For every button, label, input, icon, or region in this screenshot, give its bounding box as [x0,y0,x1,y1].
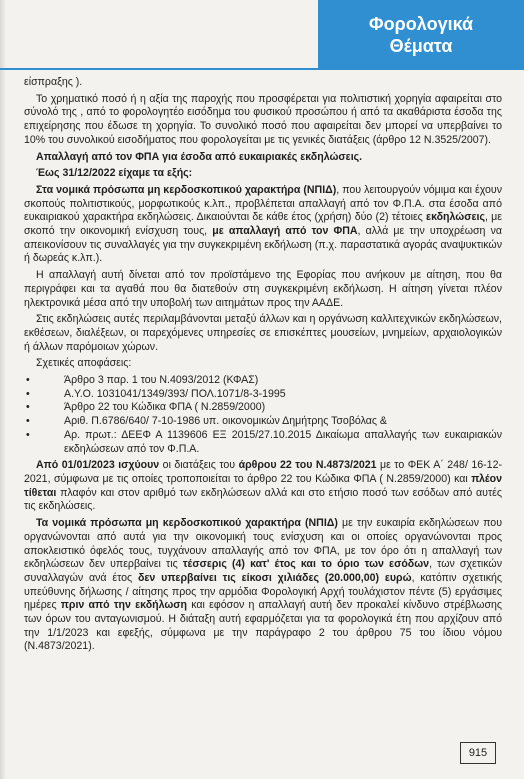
text-span: με το ΦΕΚ Α΄ 248/ 16-12-2021, σύμφωνα με τις οποίες τροποποιείται το άρθρο 22 του Κώδικα ΦΠΑ ( Ν.2859/2000) και [24,459,502,485]
page-body [24,76,502,657]
bullet-icon: • [26,374,30,387]
bold-npid: Στα νομικά πρόσωπα μη κερδοσκοπικού χαρακτήρα (ΝΠΙΔ) [36,183,337,196]
text-span: , με σκοπό την οικονομική ενίσχυση τους, [24,211,503,238]
bold-revenue-limit: δεν υπερβαίνει τις είκοσι χιλιάδες (20.000,00) ευρώ [137,571,412,584]
bold-article-22: άρθρου 22 του Ν.4873/2021 [238,459,377,472]
heading-text: Απαλλαγή από τον ΦΠΑ για έσοδα από ευκαιριακές εκδηλώσεις. [36,150,363,163]
list-item-text: Αρ. πρωτ.: ΔΕΕΦ Α 1139606 ΕΞ 2015/27.10.2015 Δικαίωμα απαλλαγής των ευκαιριακών εκδηλώσεων από τον Φ.Π.Α. [64,428,502,455]
header-rule [0,68,320,70]
page-edge-shadow [0,0,6,779]
text-span: , αλλά με την υποχρέωση να απεικονίσουν τις συναλλαγές για την συγκεκριμένη εκδήλωση (π.χ. παραστατικά αγοράς αναψυκτικών ή δωρεάς κ.λπ.). [24,225,502,265]
paragraph-npid-old-rule [24,184,502,266]
section-title-line1: Φορολογικά [368,14,474,34]
subheading-text: Έως 31/12/2022 είχαμε τα εξής: [36,167,193,180]
text-span: , κατόπιν σχετικής υπεύθυνης δήλωσης / αίτησης προς την αρμόδια Φορολογική Αρχή τουλάχιστον πέντε (5) εργάσιμες ημέρες [24,571,503,612]
bold-events: εκδηλώσεις [426,211,485,224]
subheading-until-2022 [24,167,502,181]
list-item-text: Αριθ. Π.6786/640/ 7-10-1986 υπ. οικονομικών Δημήτρης Τσοβόλας & [64,415,387,428]
bullet-icon: • [26,428,30,441]
list-item [24,415,502,429]
text-span: οι διατάξεις του [159,459,239,472]
list-item [24,388,502,402]
bullet-icon: • [26,401,30,414]
paragraph-npid-new-rule [24,517,502,654]
bullet-icon: • [26,387,30,400]
paragraph-application: Η απαλλαγή αυτή δίνεται από τον προϊστάμενο της Εφορίας που ανήκουν με αίτηση, που θα περιγράφει και τα αγαθά που θα διατεθούν στη συγκεκριμένη εκδήλωση. Η αίτηση γίνεται πλέον ηλεκτρονικά μέσα από την υποβολή των αιτημάτων προς την ΑΑΔΕ. [24,269,502,309]
list-item [24,429,502,456]
list-item-text: Α.Υ.Ο. 1031041/1349/393/ ΠΟΛ.1071/8-3-1995 [64,387,286,400]
bold-vat-exempt: με απαλλαγή από τον ΦΠΑ [212,225,358,238]
text-span: , των σχετικών συναλλαγών ανά έτος [24,558,502,584]
paragraph-from-2023 [24,459,502,514]
bold-four-events: τέσσερις (4) κατ' έτος και το όριο των εσόδων [182,558,430,571]
related-decisions-list [24,374,502,456]
text-span: με την ευκαιρία εκδηλώσεων που οργανώνονται από αυτά για την οικονομική τους ενίσχυση και οι οποίες οργανώνονται προς αποκλειστικό όφελός τους, τυγχάνουν απαλλαγής από τον ΦΠΑ, με τον όρο ότι η απαλλαγή των εκδηλώσεων δεν υπερβαίνει τις [24,517,502,571]
paragraph-sponsorship: Το χρηματικό ποσό ή η αξία της παροχής που προσφέρεται για πολιτιστική χορηγία αφαιρείται στο σύνολό της , από το φορολογητέο εισόδημα του φυσικού προσώπου ή από τα ακαθάριστα έσοδα της επιχείρησης που έδωσε τη χορηγία. Το συνολικό ποσό που αφαιρείται δεν μπορεί να υπερβαίνει το 10% του συνολικού εισοδήματος που φορολογείται με τις γενικές διατάξεις (άρθρο 12 Ν.3525/2007). [24,92,502,146]
list-item-text: Άρθρο 3 παρ. 1 του Ν.4093/2012 (ΚΦΑΣ) [64,374,259,387]
list-item-text: Άρθρο 22 του Κώδικα ΦΠΑ ( Ν.2859/2000) [64,401,266,414]
text-span: και εφόσον η απαλλαγή αυτή δεν προκαλεί κίνδυνο στρέβλωσης των όρων του ανταγωνισμού. Η διάταξη αυτή εφαρμόζεται για τα φορολογικά έτη που αρχίζουν από την 1/1/2023 και εφεξής, σύμφωνα με την παράγραφο 2 του άρθρου 75 του ίδιου νόμου (Ν.4873/2021). [24,599,502,653]
list-item [24,401,502,415]
paragraph-continuation: είσπραξης ). [24,76,83,88]
section-heading-vat-exemption [24,151,502,165]
text-span: πλαφόν και στον αριθμό των εκδηλώσεων αλλά και στο ετήσιο ποσό των εσόδων από αυτές τις εκδηλώσεις. [24,486,502,513]
bullet-icon: • [26,415,30,428]
list-item [24,374,502,388]
bold-now-set: πλέον τίθεται [24,472,502,499]
section-title-line2: Θέματα [389,36,453,56]
text-span: , που λειτουργούν νόμιμα και έχουν σκοπούς πολιτιστικούς, μορφωτικούς κ.λπ., προβλέπεται απαλλαγή από τον Φ.Π.Α. στα έσοδα από ευκαιριακού χαρακτήρα εκδηλώσεις. Δικαιούνται δε κάθε έτος (χρήση) δύο (2) τέτοιες [24,183,502,224]
bold-from-2023: Από 01/01/2023 ισχύουν [36,459,160,472]
bold-before-event: πριν από την εκδήλωση [60,599,188,612]
page-number: 915 [460,742,496,764]
bold-npid: Τα νομικά πρόσωπα μη κερδοσκοπικού χαρακτήρα (ΝΠΙΔ) [36,517,338,530]
section-header-tab [318,0,524,70]
paragraph-event-types: Στις εκδηλώσεις αυτές περιλαμβάνονται μεταξύ άλλων και η οργάνωση καλλιτεχνικών εκδηλώσεων, εκθέσεων, διαλέξεων, οι παρεχόμενες υπηρεσίες σε επισκέπτες μουσείων, μνημείων, αρχαιολογικών ή άλλων παρόμοιων χώρων. [24,313,502,353]
related-decisions-label: Σχετικές αποφάσεις: [36,357,132,370]
